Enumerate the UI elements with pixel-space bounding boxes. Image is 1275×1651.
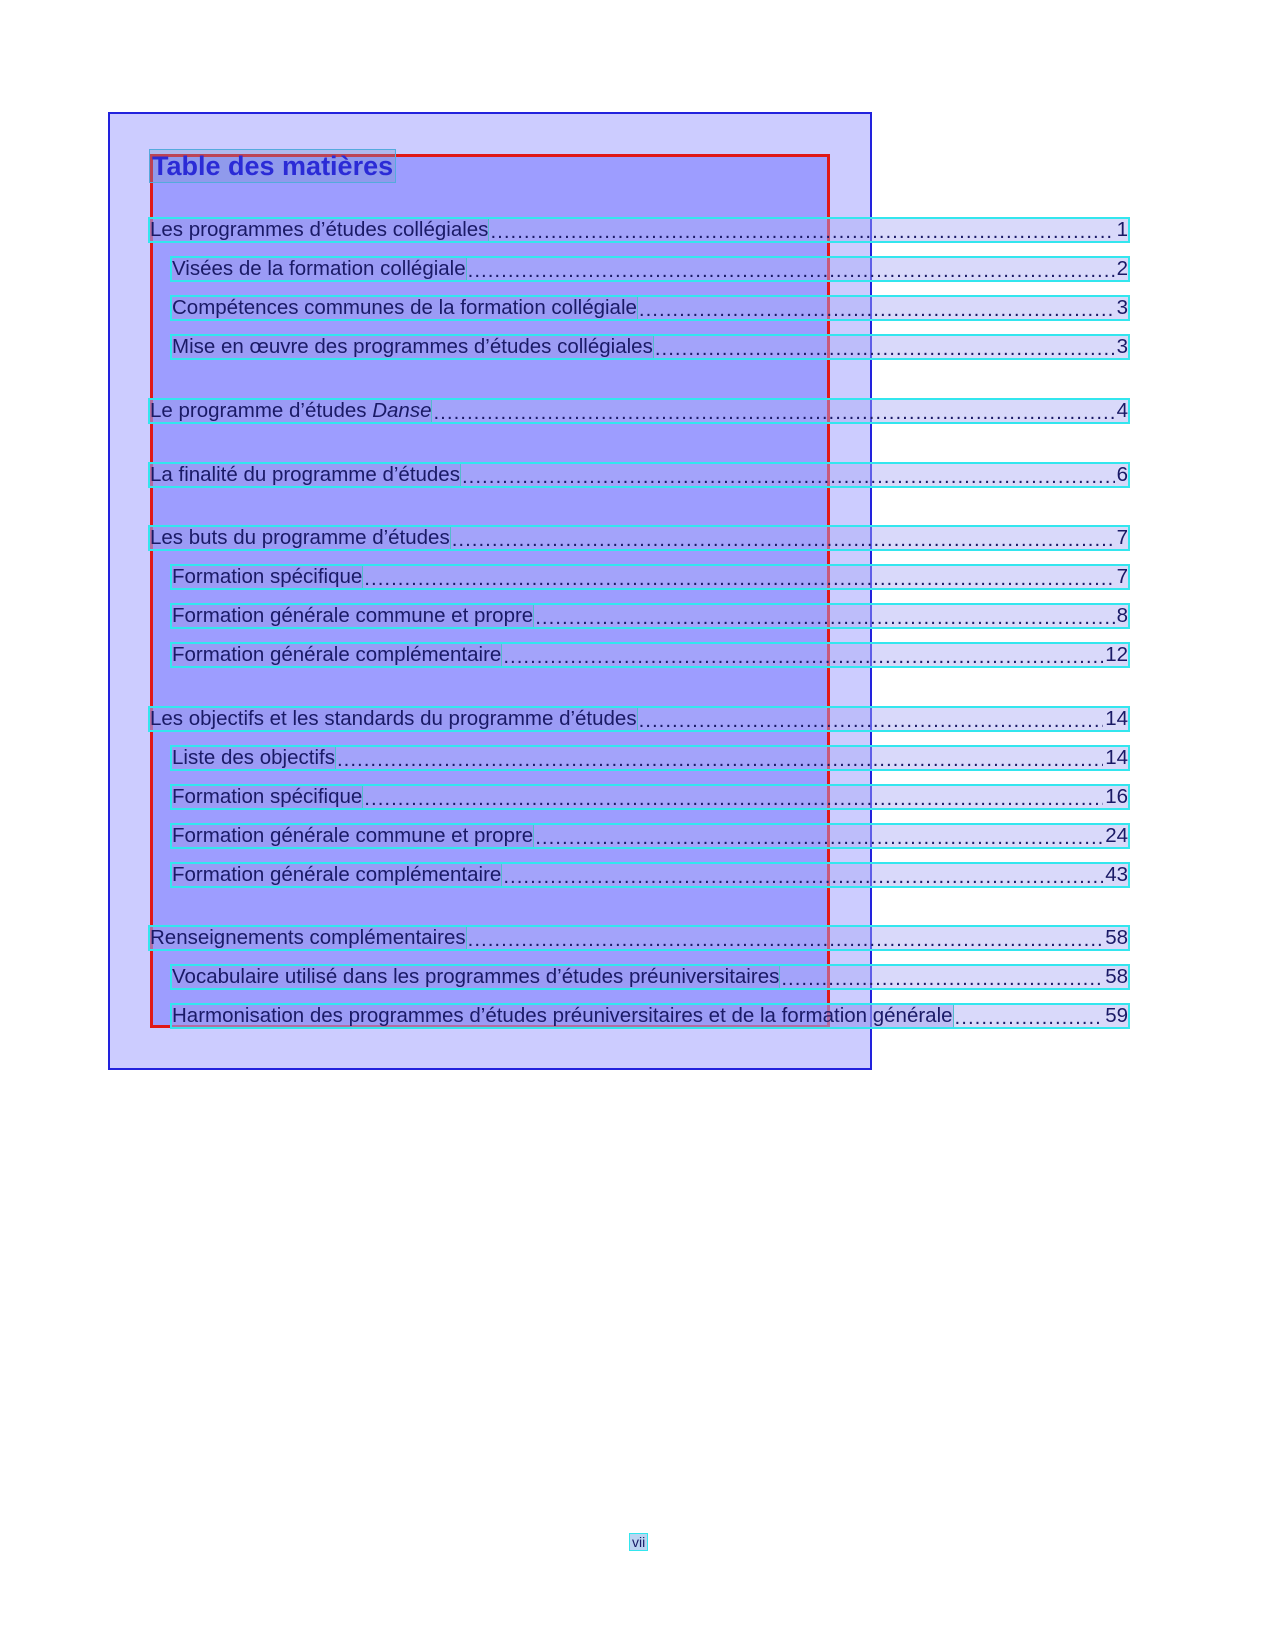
toc-entry-page: 7 [1116, 566, 1128, 588]
dot-leader [781, 970, 1103, 988]
toc-entry[interactable] [172, 825, 1128, 847]
dot-leader [468, 931, 1104, 949]
toc-entry[interactable] [172, 566, 1128, 588]
dot-leader [503, 868, 1103, 886]
dot-leader [364, 790, 1103, 808]
toc-entry-label: Formation générale complémentaire [172, 864, 502, 886]
toc-entry[interactable] [150, 527, 1128, 549]
toc-entry-page: 58 [1105, 966, 1128, 988]
dot-leader [337, 751, 1103, 769]
toc-entry-label: Formation spécifique [172, 786, 363, 808]
toc-entry-label-prefix: Le programme d’études [150, 400, 373, 422]
toc-entry-label: Renseignements complémentaires [150, 927, 466, 949]
toc-entry-label: Compétences communes de la formation collégiale [172, 297, 637, 319]
dot-leader [955, 1009, 1104, 1027]
toc-entry-label: Les buts du programme d’études [150, 527, 450, 549]
toc-entry[interactable] [172, 297, 1128, 319]
toc-entry-page: 24 [1105, 825, 1128, 847]
toc-entry-page: 14 [1105, 708, 1128, 730]
toc-entry[interactable] [150, 927, 1128, 949]
toc-entry-label: Les programmes d’études collégiales [150, 219, 489, 241]
toc-title: Table des matières [152, 151, 394, 181]
toc-entry-page: 3 [1116, 336, 1128, 358]
toc-entry-page: 8 [1116, 605, 1128, 627]
toc-entry-label: Visées de la formation collégiale [172, 258, 466, 280]
dot-leader [490, 223, 1114, 241]
toc-entry-page: 4 [1116, 400, 1128, 422]
toc-entry[interactable] [172, 966, 1128, 988]
toc-entry-label: Formation générale commune et propre [172, 605, 534, 627]
toc-entry[interactable] [150, 219, 1128, 241]
dot-leader [462, 468, 1115, 486]
dot-leader [655, 340, 1115, 358]
toc-entry-label: Formation générale complémentaire [172, 644, 502, 666]
toc-entry-label: Les objectifs et les standards du programme d’études [150, 708, 637, 730]
toc-entry[interactable] [172, 336, 1128, 358]
toc-entry[interactable] [172, 258, 1128, 280]
toc-entry-page: 7 [1116, 527, 1128, 549]
toc-entry[interactable] [150, 464, 1128, 486]
toc-entry-label [150, 400, 431, 422]
toc-entry-page: 58 [1105, 927, 1128, 949]
toc-entry[interactable] [172, 747, 1128, 769]
dot-leader [639, 301, 1115, 319]
toc-entry-label: Mise en œuvre des programmes d’études collégiales [172, 336, 653, 358]
dot-leader [452, 531, 1115, 549]
dot-leader [639, 712, 1104, 730]
toc-entry[interactable] [150, 400, 1128, 422]
dot-leader [468, 262, 1115, 280]
toc-entry-label: Formation générale commune et propre [172, 825, 534, 847]
toc-entry-page: 3 [1116, 297, 1128, 319]
dot-leader [535, 829, 1103, 847]
toc-entry[interactable] [172, 864, 1128, 886]
toc-entry-page: 59 [1105, 1005, 1128, 1027]
dot-leader [535, 609, 1114, 627]
toc-entry-label: Formation spécifique [172, 566, 363, 588]
toc-entry-label-italic: Danse [372, 400, 432, 422]
toc-entry[interactable] [172, 1005, 1128, 1027]
dot-leader [503, 648, 1103, 666]
toc-entry-label: La finalité du programme d’études [150, 464, 460, 486]
dot-leader [364, 570, 1114, 588]
toc-entry[interactable] [172, 605, 1128, 627]
toc-entry-page: 16 [1105, 786, 1128, 808]
toc-entry-page: 6 [1116, 464, 1128, 486]
toc-entry-page: 43 [1105, 864, 1128, 886]
dot-leader [433, 404, 1114, 422]
toc-entry-page: 12 [1105, 644, 1128, 666]
toc-entry-label: Liste des objectifs [172, 747, 335, 769]
toc-entry-page: 14 [1105, 747, 1128, 769]
toc-entry[interactable] [150, 708, 1128, 730]
toc-entry[interactable] [172, 786, 1128, 808]
toc-entry-page: 1 [1116, 219, 1128, 241]
toc-entry[interactable] [172, 644, 1128, 666]
toc-entry-label: Vocabulaire utilisé dans les programmes d’études préuniversitaires [172, 966, 780, 988]
toc-entry-page: 2 [1116, 258, 1128, 280]
page-number: vii [632, 1534, 646, 1550]
toc-entry-label: Harmonisation des programmes d’études préuniversitaires et de la formation générale [172, 1005, 953, 1027]
